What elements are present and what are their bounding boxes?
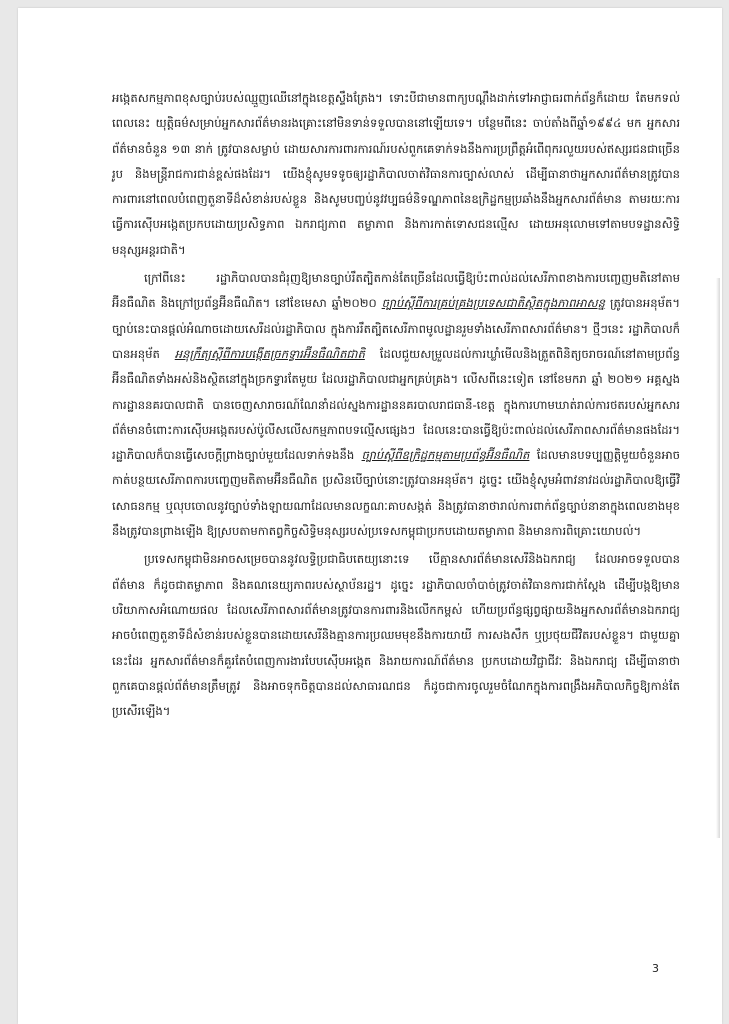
paragraph-2-text: ដែលជួយសម្រួលដល់ការឃ្លាំមើលនិងត្រួតពិនិត្យចរាចរណ៍នៅតាមប្រព័ន្ធអ៊ីនធឺណិតទាំងអស់និងស្ថិតនៅក្នុងច្រកទ្វារតែមួយ ដែលរដ្ឋាភិបាលជាអ្នកគ្រប់គ្រង។ លើសពីនេះទៀត នៅខែមករា ឆ្នាំ ២០២១ អគ្គស្នងការដ្ឋាននគរបាលជាតិ បានចេញសារាចរណ៍ណែនាំដល់ស្នងការដ្ឋាននគរបាលរាជធានី-ខេត្ត ក្នុងការហាមឃាត់រាល់ការថតរបស់អ្នកសារព័ត៌មានចំពោះការស៊ើបអង្កេតរបស់ប៉ូលីសលើសកម្មភាពបទល្មើសផ្សេងៗ ដែលនេះបានធ្វើឱ្យប៉ះពាល់ដល់សេរីភាពសារព័ត៌មានផងដែរ។ រដ្ឋាភិបាលក៏បានធ្វើសេចក្ដីព្រាងច្បាប់មួយដែលទាក់ទងនឹង bbox=[112, 346, 680, 463]
paragraph-2-text: ត្រូវបានអនុម័ត។ ច្បាប់នេះបានផ្ដល់អំណាចដោយសេរីដល់រដ្ឋាភិបាល ក្នុងការរឹតត្បិតសេរីភាពមូលដ្ឋានរួមទាំងសេរីភាពសារព័ត៌មាន។ ថ្មីៗនេះ រដ្ឋាភិបាលក៏បានអនុម័ត bbox=[112, 296, 680, 361]
document-page bbox=[18, 8, 722, 1024]
sub-decree-title-internet-gateway: អនុក្រឹត្យស្ដីពីការបង្កើតច្រកទ្វារអ៊ីនធឺណិតជាតិ bbox=[174, 346, 365, 361]
paragraph-2-text: ដែលមានបទប្បញ្ញត្តិមួយចំនួនអាចកាត់បន្ថយសេរីភាពការបញ្ចេញមតិតាមអ៊ីនធឺណិត ប្រសិនបើច្បាប់នោះត្រូវបានអនុម័ត។ ដូច្នេះ យើងខ្ញុំសូមអំពាវនាវដល់រដ្ឋាភិបាលឱ្យធ្វើវិសោធនកម្ម ឬលុបចោលនូវច្បាប់ទាំងឡាយណាដែលមានលក្ខណៈគាបសង្កត់ និងត្រូវធានាថារាល់ការពាក់ព័ន្ធច្បាប់នានាក្នុងពេលខាងមុខនឹងត្រូវបានព្រាងឡើង ឱ្យស្របតាមកាតព្វកិច្ចសិទ្ធិមនុស្សរបស់ប្រទេសកម្ពុជាប្រកបដោយតម្លាភាព និងមានការពិគ្រោះយោបល់។ bbox=[112, 448, 680, 539]
paragraph-3 bbox=[112, 547, 680, 724]
law-title-state-of-emergency: ច្បាប់ស្ដីពីការគ្រប់គ្រងប្រទេសជាតិស្ថិតក្នុងភាពអាសន្ន bbox=[381, 296, 606, 311]
paragraph-2-text: ក្រៅពីនេះ រដ្ឋាភិបាលបានជំរុញឱ្យមានច្បាប់រឹតត្បិតកាន់តែច្រើនដែលធ្វើឱ្យប៉ះពាល់ដល់សេរីភាពខាងការបញ្ចេញមតិនៅតាមអ៊ីនធឺណិត និងក្រៅប្រព័ន្ធអ៊ីនធឺណិត។ នៅខែមេសា ឆ្នាំ២០២០ bbox=[112, 271, 680, 311]
page-number: 3 bbox=[652, 962, 659, 975]
law-title-cybercrime: ច្បាប់ស្ដីពីឧក្រិដ្ឋកម្មតាមប្រព័ន្ធអ៊ីនធឺណិត bbox=[361, 448, 530, 463]
paragraph-2 bbox=[112, 266, 680, 544]
paragraph-3-text: ប្រទេសកម្ពុជាមិនអាចសម្រេចបាននូវលទ្ធិប្រជាធិបតេយ្យនោះទេ បើគ្មានសារព័ត៌មានសេរីនិងឯករាជ្យ ដែលអាចទទួលបានព័ត៌មាន ក៏ដូចជាតម្លាភាព និងគណនេយ្យភាពរបស់ស្ថាប័នរដ្ឋ។ ដូច្នេះ រដ្ឋាភិបាលចាំបាច់ត្រូវចាត់វិធានការជាក់ស្ដែង ដើម្បីបង្កឱ្យមានបរិយាកាសអំណោយផល ដែលសេរីភាពសារព័ត៌មានត្រូវបានការពារនិងលើកកម្ពស់ ហើយប្រព័ន្ធផ្សព្វផ្សាយនិងអ្នកសារព័ត៌មានឯករាជ្យអាចបំពេញតួនាទីដ៏សំខាន់របស់ខ្លួនបានដោយសេរីនិងគ្មានការប្រឈមមុខនឹងការយាយី ការសងសឹក ឬប្រថុយជីវិតរបស់ខ្លួន។ ជាមួយគ្នានេះដែរ អ្នកសារព័ត៌មានក៏គួរតែបំពេញការងារបែបស៊ើបអង្កេត និងរាយការណ៍ព័ត៌មាន ប្រកបដោយវិជ្ជាជីវៈ និងឯករាជ្យ ដើម្បីធានាថាពួកគេបានផ្ដល់ព័ត៌មានត្រឹមត្រូវ និងអាចទុកចិត្តបានដល់សាធារណជន ក៏ដូចជាការចូលរួមចំណែកក្នុងការពង្រឹងអភិបាលកិច្ចឱ្យកាន់តែប្រសើរឡើង។ bbox=[112, 552, 680, 719]
document-body bbox=[112, 86, 680, 727]
paragraph-1 bbox=[112, 86, 680, 263]
paragraph-1-text: អង្កេតសកម្មភាពខុសច្បាប់របស់ឈ្មួញឈើនៅក្នុងខេត្តស្ទឹងត្រែង។ ទោះបីជាមានពាក្យបណ្ដឹងដាក់ទៅអាជ្ញាធរពាក់ព័ន្ធក៏ដោយ តែមកទល់ពេលនេះ យុត្តិធម៌សម្រាប់អ្នកសារព័ត៌មានរងគ្រោះនៅមិនទាន់ទទួលបាននៅឡើយទេ។ បន្ថែមពីនេះ ចាប់តាំងពីឆ្នាំ១៩៩៤ មក អ្នកសារព័ត៌មានចំនួន ១៣ នាក់ ត្រូវបានសម្លាប់ ដោយសារការពារការណ៍របស់ពួកគេទាក់ទងនឹងការប្រព្រឹត្តអំពើពុករលួយរបស់ឥស្សរជនជាច្រើនរូប និងមន្ត្រីរាជការជាន់ខ្ពស់ផងដែរ។ យើងខ្ញុំសូមទទូចឲ្យរដ្ឋាភិបាលចាត់វិធានការច្បាស់លាស់ ដើម្បីធានាថាអ្នកសារព័ត៌មានត្រូវបានការពារនៅពេលបំពេញតួនាទីដ៏សំខាន់របស់ខ្លួន និងសូមបញ្ចប់នូវវប្បធម៌និទណ្ឌភាពនៃឧក្រិដ្ឋកម្មប្រឆាំងនឹងអ្នកសារព័ត៌មាន តាមរយៈការធ្វើការស៊ើបអង្កេតប្រកបដោយប្រសិទ្ធភាព ឯករាជ្យភាព តម្លាភាព និងការកាត់ទោសជនល្មើស ដោយអនុលោមទៅតាមបទដ្ឋានសិទ្ធិមនុស្សអន្តរជាតិ។ bbox=[112, 91, 680, 257]
page-edge-shadow bbox=[716, 278, 720, 838]
